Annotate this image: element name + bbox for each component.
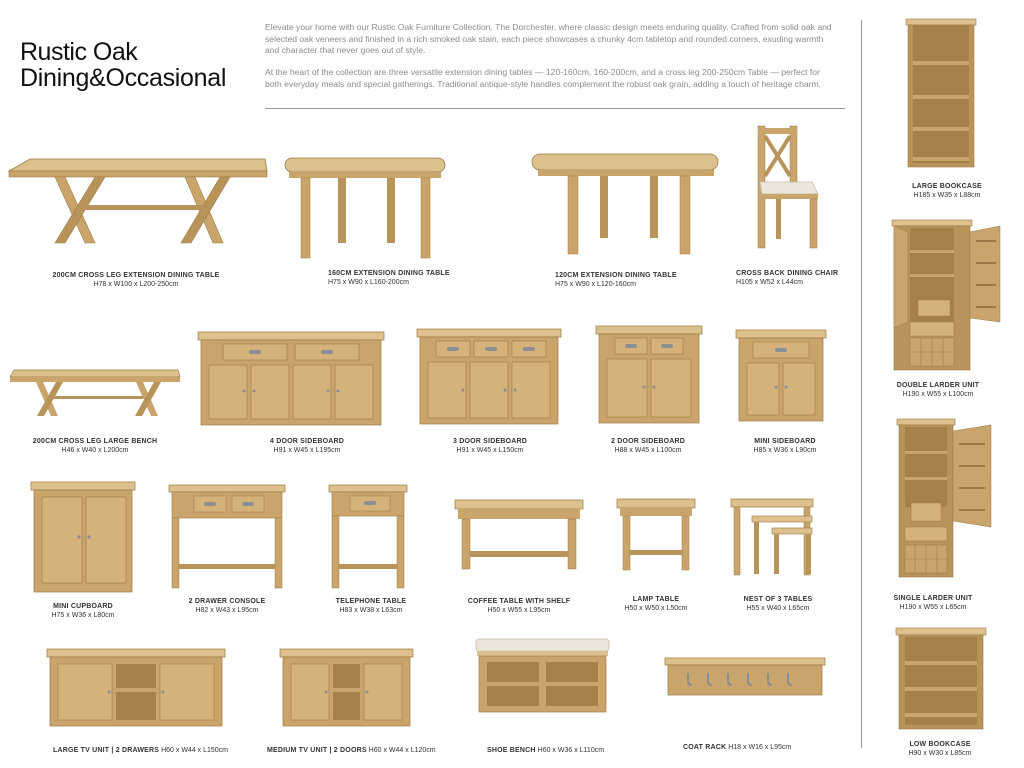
bookcase-icon xyxy=(904,17,979,169)
product-label xyxy=(51,602,114,620)
lamp-table-icon xyxy=(616,498,696,572)
product-dims: H18 x W16 x L95cm xyxy=(728,744,792,751)
product-dims: H185 x W35 x L88cm xyxy=(913,192,981,199)
sideboard-icon xyxy=(416,328,562,426)
sideboard-icon xyxy=(197,331,385,427)
product-name: MINI CUPBOARD xyxy=(53,603,113,610)
product-name: SHOE BENCH xyxy=(487,747,536,754)
product-name: 160CM EXTENSION DINING TABLE xyxy=(328,270,450,277)
product-label xyxy=(328,269,450,287)
product-label xyxy=(336,597,407,615)
product-dims: H50 x W55 x L95cm xyxy=(487,607,551,614)
product-dims: H60 x W36 x L110cm xyxy=(537,747,605,754)
product-label xyxy=(624,595,687,613)
coat-rack-icon xyxy=(664,657,826,697)
product-dims: H46 x W40 x L200cm xyxy=(61,447,129,454)
product-name: NEST OF 3 TABLES xyxy=(743,596,813,603)
product-label xyxy=(683,743,791,752)
product-name: DOUBLE LARDER UNIT xyxy=(896,382,980,389)
product-dims: H75 x W36 x L80cm xyxy=(51,612,115,619)
product-name: 2 DRAWER CONSOLE xyxy=(188,598,266,605)
larder-icon xyxy=(895,417,993,579)
product-label xyxy=(189,597,266,615)
product-dims: H55 x W40 x L65cm xyxy=(746,605,810,612)
product-label xyxy=(53,746,228,755)
bench-icon xyxy=(8,368,183,418)
product-name: MEDIUM TV UNIT | 2 DOORS xyxy=(267,747,367,754)
product-name: CROSS BACK DINING CHAIR xyxy=(736,270,839,277)
coffee-table-icon xyxy=(454,499,584,571)
product-name: 120CM EXTENSION DINING TABLE xyxy=(555,272,677,279)
product-label xyxy=(912,182,982,200)
console-icon xyxy=(168,484,286,590)
product-dims: H78 x W100 x L200-250cm xyxy=(93,281,179,288)
product-dims: H190 x W55 x L100cm xyxy=(902,391,974,398)
intro-paragraph-1: Elevate your home with our Rustic Oak Furniture Collection, The Dorchester, where classic design meets enduring quality. Crafted from solid oak and selected oak veneers and finished in a rich smoked oak stain, each piece showcases a chunky 4cm tabletop and rounded corners, exuding warmth and character that never goes out of style. xyxy=(265,22,832,56)
product-dims: H60 x W44 x L120cm xyxy=(368,747,436,754)
product-dims: H91 x W45 x L150cm xyxy=(456,447,524,454)
product-label xyxy=(270,437,344,455)
product-name: 2 DOOR SIDEBOARD xyxy=(611,438,685,445)
product-label xyxy=(555,271,677,289)
sideboard-icon xyxy=(595,325,703,425)
chair-icon xyxy=(752,124,822,250)
product-name: 200CM CROSS LEG EXTENSION DINING TABLE xyxy=(52,272,220,279)
dining-table-icon xyxy=(530,152,720,257)
product-name: LARGE TV UNIT | 2 DRAWERS xyxy=(53,747,160,754)
product-dims: H190 x W55 x L65cm xyxy=(899,604,967,611)
console-icon xyxy=(328,484,408,590)
intro-paragraph-2: At the heart of the collection are three versatile extension dining tables — 120-160cm, 160-200cm, and a cross leg 200-250cm Table — perfect for both everyday meals and special gatherings. Traditional antique-style handles complement the robust oak grain, adding a touch of heritage charm. xyxy=(265,67,822,89)
product-name: SINGLE LARDER UNIT xyxy=(893,595,973,602)
dining-table-icon xyxy=(283,156,448,261)
product-dims: H60 x W44 x L150cm xyxy=(161,747,229,754)
product-name: LARGE BOOKCASE xyxy=(912,183,982,190)
page-title-line2: Dining&Occasional xyxy=(20,64,227,92)
product-name: 200CM CROSS LEG LARGE BENCH xyxy=(32,438,158,445)
product-label xyxy=(53,271,220,289)
product-name: MINI SIDEBOARD xyxy=(754,438,816,445)
shoe-bench-icon xyxy=(475,638,610,714)
product-label xyxy=(908,740,971,758)
header-divider xyxy=(265,108,845,109)
nest-tables-icon xyxy=(730,498,815,578)
product-name: COAT RACK xyxy=(683,744,727,751)
product-dims: H75 x W90 x L160-200cm xyxy=(328,279,409,286)
product-label xyxy=(897,381,980,399)
product-label xyxy=(744,595,813,613)
product-label xyxy=(453,437,527,455)
product-dims: H85 x W36 x L90cm xyxy=(753,447,817,454)
product-name: TELEPHONE TABLE xyxy=(335,598,407,605)
product-label xyxy=(893,594,972,612)
sideboard-icon xyxy=(735,329,827,423)
product-dims: H82 x W43 x L95cm xyxy=(195,607,259,614)
product-label xyxy=(487,746,604,755)
product-name: 4 DOOR SIDEBOARD xyxy=(270,438,344,445)
product-dims: H50 x W50 x L50cm xyxy=(624,605,688,612)
product-name: COFFEE TABLE WITH SHELF xyxy=(467,598,571,605)
tv-unit-icon xyxy=(279,648,414,728)
product-dims: H83 x W38 x L63cm xyxy=(339,607,403,614)
product-label xyxy=(611,437,685,455)
tv-unit-icon xyxy=(46,648,226,728)
cross-leg-table-icon xyxy=(5,155,268,250)
bookcase-icon xyxy=(895,627,987,731)
product-dims: H91 x W45 x L195cm xyxy=(273,447,341,454)
product-label xyxy=(468,597,570,615)
product-label xyxy=(33,437,157,455)
page-title-line1: Rustic Oak xyxy=(20,38,138,66)
product-label xyxy=(267,746,436,755)
product-dims: H88 x W45 x L100cm xyxy=(614,447,682,454)
product-label xyxy=(736,269,838,287)
product-name: 3 DOOR SIDEBOARD xyxy=(453,438,527,445)
product-dims: H90 x W30 x L85cm xyxy=(908,750,972,757)
cupboard-icon xyxy=(30,481,136,594)
product-label xyxy=(753,437,816,455)
product-dims: H105 x W52 x L44cm xyxy=(736,279,803,286)
column-divider xyxy=(861,20,862,748)
larder-icon xyxy=(890,218,1002,372)
product-name: LAMP TABLE xyxy=(632,596,680,603)
product-dims: H75 x W90 x L120-160cm xyxy=(555,281,636,288)
product-name: LOW BOOKCASE xyxy=(909,741,971,748)
